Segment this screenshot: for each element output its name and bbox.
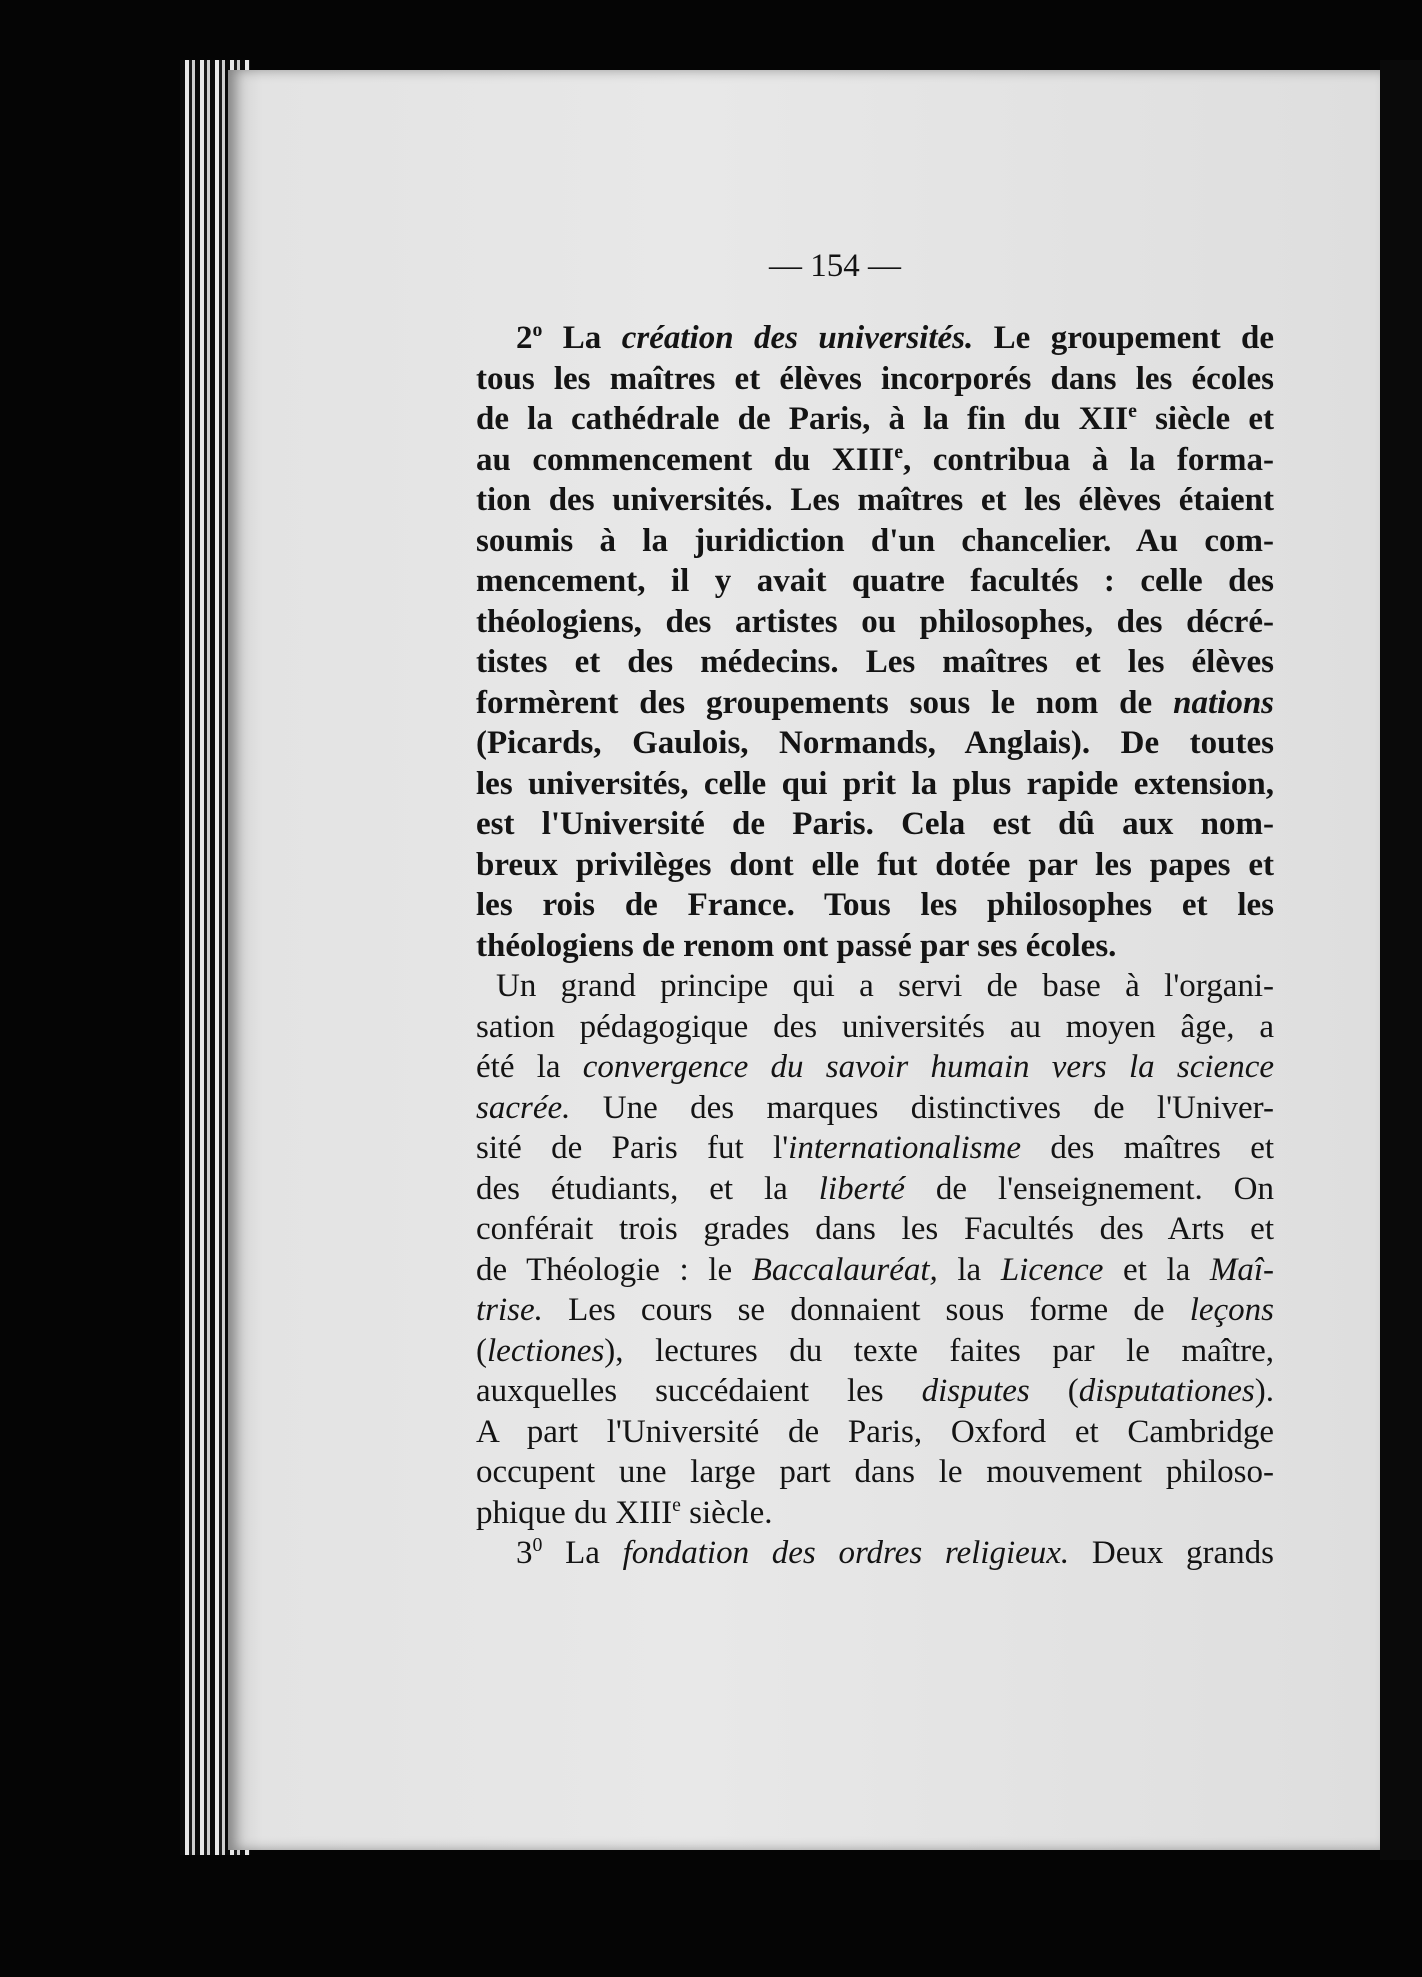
text-line: au commencement du XIIIe, contribua à la forma- (476, 440, 1274, 478)
text-line: tion des universités. Les maîtres et les élèves étaient (476, 482, 1274, 518)
text-line: tistes et des médecins. Les maîtres et les élèves (476, 644, 1274, 680)
text-line: sité de Paris fut l'internationalisme des maîtres et (476, 1130, 1275, 1166)
ordinal-mark: o (532, 319, 543, 341)
text-line: de la cathédrale de Paris, à la fin du XIIe siècle et (476, 400, 1274, 437)
text-line: est l'Université de Paris. Cela est dû aux nom- (476, 806, 1274, 842)
text-line: A part l'Université de Paris, Oxford et Cambridge (476, 1413, 1274, 1450)
text-line: théologiens, des artistes ou philosophes, des décré- (476, 603, 1274, 640)
text-line: phique du XIIIe siècle. (476, 1493, 773, 1531)
text-line: formèrent des groupements sous le nom de nations (476, 684, 1275, 721)
text-line: $3^0$ La fondation des ordres religieux. Deux grands (516, 1534, 1274, 1571)
text-line: auxquelles succédaient les disputes (disputationes). (476, 1373, 1274, 1409)
page-number: — 154 — (769, 248, 901, 284)
section-article: La (562, 320, 602, 356)
text-line: sacrée. Une des marques distinctives de l'Univer- (476, 1089, 1275, 1126)
text-line: des étudiants, et la liberté de l'enseignement. On (476, 1170, 1275, 1207)
text-line: les universités, celle qui prit la plus rapide extension, (476, 765, 1274, 802)
text-line: les rois de France. Tous les philosophes et les (476, 887, 1274, 923)
text-line: occupent une large part dans le mouvement philoso- (476, 1454, 1274, 1490)
section-number: 2 (516, 320, 533, 356)
text-line: conférait trois grades dans les Facultés des Arts et (476, 1211, 1274, 1247)
text-line: (Picards, Gaulois, Normands, Anglais). De toutes (476, 725, 1274, 761)
paragraph-principle (476, 966, 1274, 1533)
text-line: (lectiones), lectures du texte faites par le maître, (476, 1332, 1274, 1369)
paragraph-universities (476, 318, 1274, 966)
text-line: tous les maîtres et élèves incorporés dans les écoles (476, 360, 1274, 397)
text-line: mencement, il y avait quatre facultés : celle des (476, 563, 1274, 599)
paragraph-religious-orders (476, 1533, 1274, 1574)
section-number: 3 (516, 1535, 533, 1571)
text-line: breux privilèges dont elle fut dotée par les papes et (476, 846, 1274, 883)
text-line: sation pédagogique des universités au moyen âge, a (476, 1008, 1274, 1045)
page-text (476, 318, 1274, 1574)
text-line: Un grand principe qui a servi de base à l'organi- (496, 968, 1274, 1004)
section-title: création des universités. (621, 320, 974, 356)
section-title: fondation des ordres religieux. (622, 1535, 1070, 1571)
text-line: soumis à la juridiction d'un chancelier. Au com- (476, 522, 1274, 559)
text-line: 2$^o$ La création des universités. Le groupement de (516, 319, 1275, 356)
text-line: été la convergence du savoir humain vers la science (476, 1049, 1275, 1085)
text-line: de Théologie : le Baccalauréat, la Licence et la Maî- (476, 1251, 1275, 1288)
page-right-shadow (1380, 60, 1422, 1860)
text-line: trise. Les cours se donnaient sous forme de leçons (476, 1292, 1275, 1328)
ordinal-mark: 0 (532, 1534, 543, 1556)
text-line: théologiens de renom ont passé par ses écoles. (476, 927, 1117, 964)
